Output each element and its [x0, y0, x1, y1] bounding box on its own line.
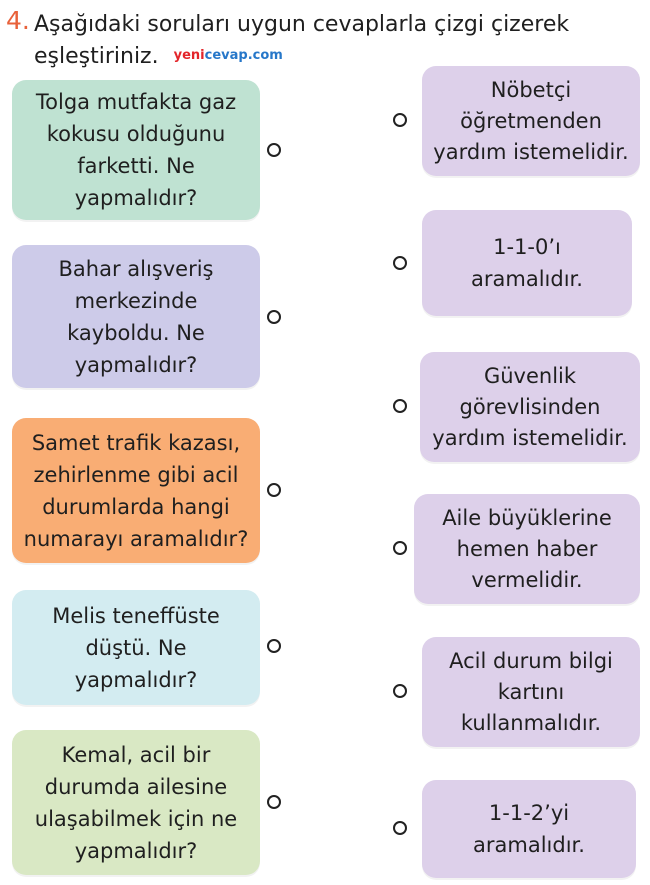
answer-text-4: Aile büyüklerine hemen haber vermelidir.	[442, 505, 612, 592]
answer-card-4	[414, 494, 640, 604]
question-text-2: Bahar alışveriş merkezinde kayboldu. Ne yapmalıdır?	[58, 256, 214, 377]
answer-dot-4[interactable]	[393, 541, 407, 555]
answer-text-1: Nöbetçi öğretmenden yardım istemelidir.	[433, 77, 629, 164]
answer-text-6: 1-1-2’yi aramalıdır.	[473, 801, 585, 857]
answer-dot-5[interactable]	[393, 684, 407, 698]
answer-dot-1[interactable]	[393, 113, 407, 127]
answer-card-2	[422, 210, 632, 316]
answer-card-3	[420, 352, 640, 462]
question-text-5: Kemal, acil bir durumda ailesine ulaşabilmek için ne yapmalıdır?	[34, 742, 238, 863]
instruction-text: Aşağıdaki soruları uygun cevaplarla çizgi çizerek eşleştiriniz.	[34, 12, 570, 69]
brand-watermark: yenicevap.com	[173, 48, 283, 63]
question-text-1: Tolga mutfakta gaz kokusu olduğunu farketti. Ne yapmalıdır?	[35, 90, 237, 210]
question-instruction	[34, 9, 644, 72]
answer-card-6	[422, 780, 636, 878]
question-dot-3[interactable]	[267, 483, 281, 497]
question-dot-5[interactable]	[267, 795, 281, 809]
question-card-4	[12, 590, 260, 705]
answer-text-5: Acil durum bilgi kartını kullanmalıdır.	[449, 648, 613, 735]
answer-dot-3[interactable]	[393, 399, 407, 413]
question-dot-2[interactable]	[267, 310, 281, 324]
answer-dot-6[interactable]	[393, 821, 407, 835]
answer-text-3: Güvenlik görevlisinden yardım istemelidir.	[432, 363, 628, 450]
question-dot-1[interactable]	[267, 143, 281, 157]
question-number: 4.	[6, 6, 30, 35]
question-card-5	[12, 730, 260, 875]
answer-dot-2[interactable]	[393, 256, 407, 270]
question-card-1	[12, 80, 260, 220]
answer-card-1	[422, 66, 640, 176]
question-text-3: Samet trafik kazası, zehirlenme gibi acil durumlarda hangi numarayı aramalıdır?	[23, 430, 249, 551]
answer-text-2: 1-1-0’ı aramalıdır.	[471, 235, 583, 291]
question-text-4: Melis teneffüste düştü. Ne yapmalıdır?	[52, 603, 220, 692]
question-dot-4[interactable]	[267, 639, 281, 653]
answer-card-5	[422, 637, 640, 747]
question-card-3	[12, 418, 260, 563]
question-card-2	[12, 245, 260, 388]
